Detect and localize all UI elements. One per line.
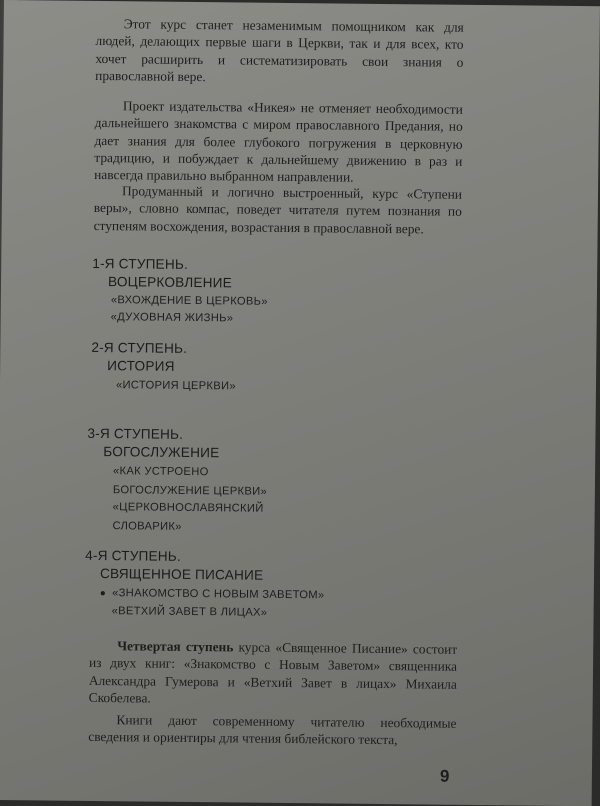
bullet-icon: ● — [99, 588, 107, 600]
step-3-number: 3-Я СТУПЕНЬ. — [87, 425, 184, 442]
step-2-number: 2-Я СТУПЕНЬ. — [91, 339, 188, 356]
step-4-book-title: «ЗНАКОМСТВО С НОВЫМ ЗАВЕТОМ» — [112, 587, 325, 602]
step-1-book: «ДУХОВНАЯ ЖИЗНЬ» — [110, 311, 234, 325]
step-4-number: 4-Я СТУПЕНЬ. — [85, 547, 182, 564]
step-1-title: ВОЦЕРКОВЛЕНИЕ — [107, 274, 233, 291]
paragraph-fourth-step-bold: Четвертая ступень — [117, 638, 234, 655]
page-number: 9 — [439, 766, 450, 786]
paragraph-fourth-step — [89, 637, 458, 710]
step-2-book: «ИСТОРИЯ ЦЕРКВИ» — [115, 379, 236, 393]
paragraph-books: Книги дают современному читателю необходимые сведения и ориентиры для чтения библейского текста, — [88, 712, 457, 748]
step-2-title: ИСТОРИЯ — [107, 358, 175, 374]
paragraph-project: Проект издательства «Никея» не отменяет необходимости дальнейшего знакомства с миром православного Предания, но дает знания для более глубокого погружения в церковную традицию, и побуждает к дальнейшему движению в раз и навсегда правильно выбранном направлении. — [94, 98, 463, 185]
paragraph-fourth-step-text: курса «Священное Писание» состоит из двух книг: «Знакомство с Новым Заветом» священника Александра Гумерова и «Ветхий Завет в лицах» Михаила Скобелева. — [88, 639, 458, 706]
paragraph-intro: Этот курс станет незаменимым помощником как для людей, делающих первые шаги в Церкви, так и для всех, кто хочет расширить и систематизировать свои знания о православной вере. — [95, 16, 464, 85]
paragraph-course: Продуманный и логично выстроенный, курс «Ступени веры», словно компас, поведет читателя путем познания по ступеням восхождения, возрастания в православной вере. — [93, 183, 463, 237]
step-1-book: «ВХОЖДЕНИЕ В ЦЕРКОВЬ» — [110, 294, 268, 308]
step-3-book-line: «ЦЕРКОВНОСЛАВЯНСКИЙ — [112, 501, 264, 515]
step-3-book-line: «КАК УСТРОЕНО — [113, 465, 209, 479]
step-1-number: 1-Я СТУПЕНЬ. — [92, 255, 189, 272]
step-4-book: «ВЕТХИЙ ЗАВЕТ В ЛИЦАХ» — [111, 605, 268, 619]
step-3-book-line: БОГОСЛУЖЕНИЕ ЦЕРКВИ» — [112, 484, 268, 498]
step-3-book-line: СЛОВАРИК» — [112, 520, 182, 533]
step-4-title: СВЯЩЕННОЕ ПИСАНИЕ — [99, 566, 264, 583]
step-3-title: БОГОСЛУЖЕНИЕ — [103, 444, 220, 461]
